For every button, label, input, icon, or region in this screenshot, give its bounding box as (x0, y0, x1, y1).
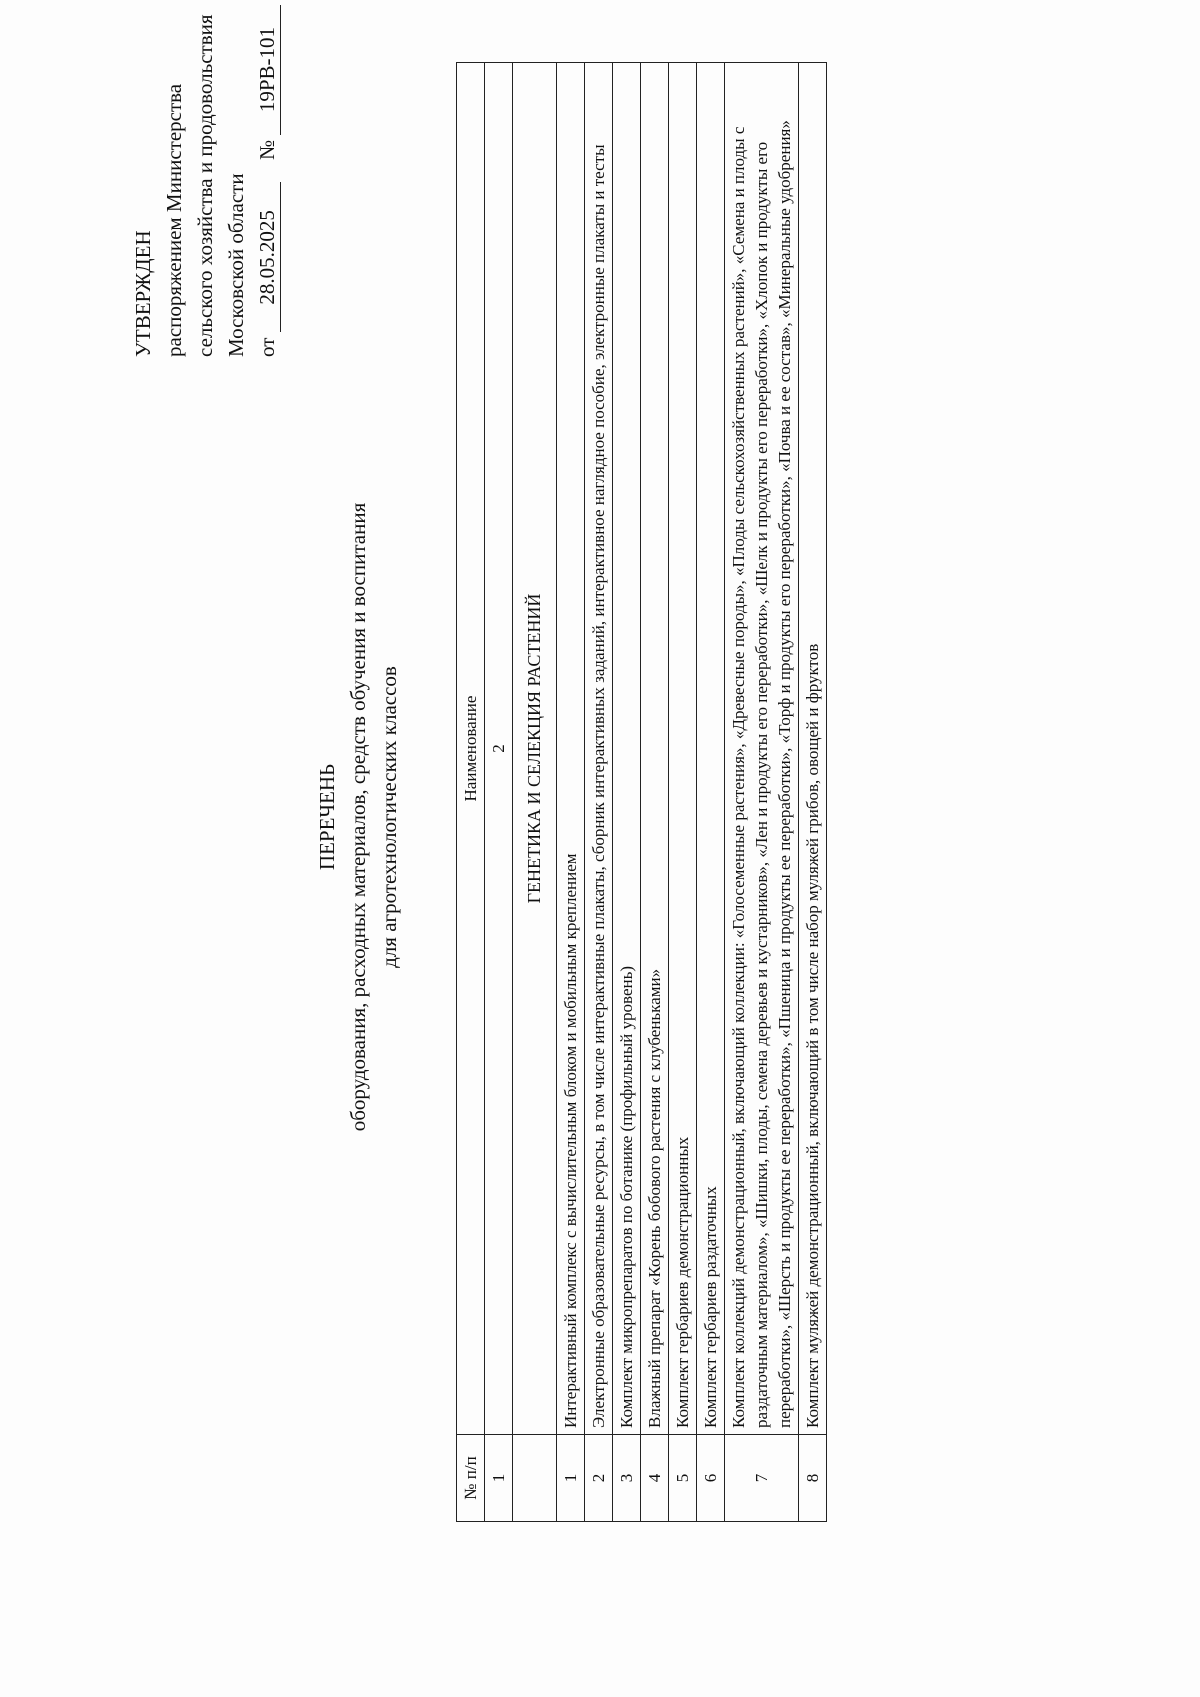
approval-number: 19РВ-101 (254, 5, 281, 135)
index-name: 2 (485, 63, 513, 1435)
approval-line-3: сельского хозяйства и продовольствия (193, 14, 217, 357)
table-row (613, 63, 641, 1522)
title-line-2: оборудования, расходных материалов, средств обучения и воспитания (346, 502, 370, 1132)
row-num: 2 (585, 1435, 613, 1522)
table-row (557, 63, 585, 1522)
row-num: 7 (725, 1435, 799, 1522)
table-section-row (513, 63, 557, 1522)
approval-heading: УТВЕРЖДЕН (131, 230, 155, 357)
section-num-cell (513, 1435, 557, 1522)
header-num: № п/п (457, 1435, 485, 1522)
row-num: 4 (641, 1435, 669, 1522)
row-name: Электронные образовательные ресурсы, в том числе интерактивные плакаты, сборник интерактивных заданий, интерактивное наглядное пособие, электронные плакаты и тесты (585, 63, 613, 1435)
table-index-row (485, 63, 513, 1522)
header-name: Наименование (457, 63, 485, 1435)
equipment-table (456, 62, 827, 1522)
index-num: 1 (485, 1435, 513, 1522)
row-num: 5 (669, 1435, 697, 1522)
approval-date: 28.05.2025 (254, 182, 281, 332)
table-row (725, 63, 799, 1522)
row-num: 8 (799, 1435, 827, 1522)
row-num: 6 (697, 1435, 725, 1522)
row-name: Комплект коллекций демонстрационный, включающий коллекции: «Голосеменные растения», «Древесные породы», «Плоды сельскохозяйственных растений», «Семена и плоды с раздаточным материалом», «Шишки, плоды, семена деревьев и кустарников», «Лен и продукты его переработки», «Шелк и продукты его переработки», «Хлопок и продукты его переработки», «Шерсть и продукты ее переработки», «Пшеница и продукты ее переработки», «Торф и продукты его переработки», «Почва и ее состав», «Минеральные удобрения» (725, 63, 799, 1435)
row-num: 3 (613, 1435, 641, 1522)
from-label: от (255, 337, 279, 357)
section-title: ГЕНЕТИКА И СЕЛЕКЦИЯ РАСТЕНИЙ (513, 63, 557, 1435)
row-name: Комплект гербариев раздаточных (697, 63, 725, 1435)
row-name: Интерактивный комплекс с вычислительным блоком и мобильным креплением (557, 63, 585, 1435)
table-row (799, 63, 827, 1522)
title-heading: ПЕРЕЧЕНЬ (315, 763, 339, 871)
table-header-row (457, 63, 485, 1522)
approval-line-2: распоряжением Министерства (162, 83, 186, 357)
approval-block (128, 0, 283, 357)
row-name: Комплект гербариев демонстрационных (669, 63, 697, 1435)
row-name: Влажный препарат «Корень бобового растения с клубеньками» (641, 63, 669, 1435)
row-name: Комплект муляжей демонстрационный, включающий в том числе набор муляжей грибов, овощей и фруктов (799, 63, 827, 1435)
table-row (641, 63, 669, 1522)
approval-line-4: Московской области (224, 173, 248, 357)
row-name: Комплект микропрепаратов по ботанике (профильный уровень) (613, 63, 641, 1435)
table-row (697, 63, 725, 1522)
number-label: № (255, 139, 279, 160)
title-line-3: для агротехнологических классов (377, 666, 401, 968)
table-row (669, 63, 697, 1522)
row-num: 1 (557, 1435, 585, 1522)
approval-date-line (252, 0, 283, 357)
document-title (312, 297, 405, 1337)
table-row (585, 63, 613, 1522)
